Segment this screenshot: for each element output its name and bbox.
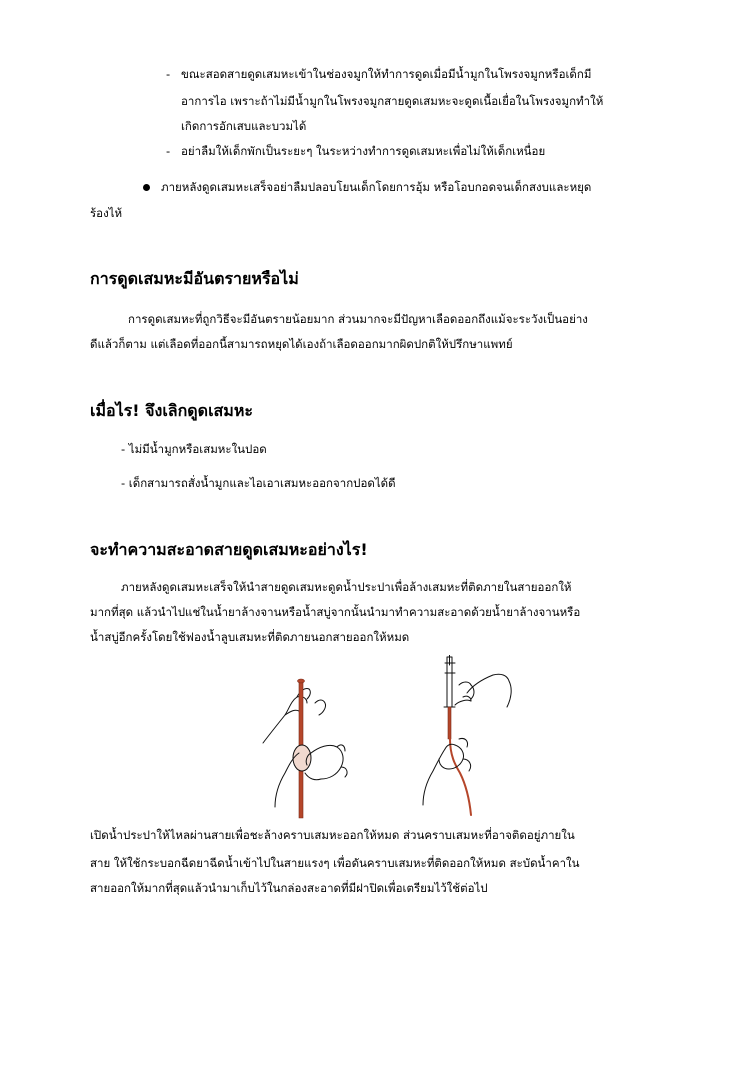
dash-marker: - xyxy=(166,144,171,158)
paragraph-text: สาย ให้ใช้กระบอกฉีดยาฉีดน้ำเข้าไปในสายแรงๆ เพื่อดันคราบเสมหะที่ติดออกให้หมด สะบัดน้ำคาใน xyxy=(90,856,580,870)
section-heading: จะทำความสะอาดสายดูดเสมหะอย่างไร! xyxy=(90,540,368,559)
section-heading: เมื่อไร! จึงเลิกดูดเสมหะ xyxy=(90,401,253,420)
bullet-icon xyxy=(143,184,150,191)
tube-cleaning-illustration xyxy=(245,655,525,820)
paragraph-text: ดีแล้วก็ตาม แต่เลือดที่ออกนี้สามารถหยุดได้เองถ้าเลือดออกมากผิดปกติให้ปรึกษาแพทย์ xyxy=(90,337,513,351)
right-lower-hand-outline xyxy=(423,749,445,805)
paragraph-text: มากที่สุด แล้วนำไปแช่ในน้ำยาล้างจานหรือน้ำสบู่จากนั้นนำมาทำความสะอาดด้วยน้ำยาล้างจานหรือ xyxy=(90,605,581,619)
list-item-text: อย่าลืมให้เด็กพักเป็นระยะๆ ในระหว่างทำการดูดเสมหะเพื่อไม่ให้เด็กเหนื่อย xyxy=(181,144,546,158)
left-bulb xyxy=(293,745,311,771)
list-item-text: อาการไอ เพราะถ้าไม่มีน้ำมูกในโพรงจมูกสายดูดเสมหะจะดูดเนื้อเยื่อในโพรงจมูกทำให้ xyxy=(181,94,604,108)
paragraph-text: ภายหลังดูดเสมหะเสร็จให้นำสายดูดเสมหะดูดน้ำประปาเพื่อล้างเสมหะที่ติดภายในสายออกให้ xyxy=(121,580,572,594)
list-item-text: เกิดการอักเสบและบวมได้ xyxy=(181,119,307,133)
paragraph-text: น้ำสบู่อีกครั้งโดยใช้ฟองน้ำลูบเสมหะที่ติดภายนอกสายออกให้หมด xyxy=(90,630,410,644)
dash-marker: - xyxy=(166,67,171,81)
paragraph-text: สายออกให้มากที่สุดแล้วนำมาเก็บไว้ในกล่องสะอาดที่มีฝาปิดเพื่อเตรียมไว้ใช้ต่อไป xyxy=(90,881,488,895)
section-heading: การดูดเสมหะมีอันตรายหรือไม่ xyxy=(90,269,299,288)
list-item-text: ขณะสอดสายดูดเสมหะเข้าในช่องจมูกให้ทำการดูดเมื่อมีน้ำมูกในโพรงจมูกหรือเด็กมี xyxy=(181,67,592,81)
list-item: - ไม่มีน้ำมูกหรือเสมหะในปอด xyxy=(121,442,267,456)
right-suction-tube xyxy=(448,707,451,739)
paragraph-text: เปิดน้ำประปาให้ไหลผ่านสายเพื่อชะล้างคราบเสมหะออกให้หมด ส่วนคราบเสมหะที่อาจติดอยู่ภายใน xyxy=(90,828,575,842)
bullet-text: ภายหลังดูดเสมหะเสร็จอย่าลืมปลอบโยนเด็กโดยการอุ้ม หรือโอบกอดจนเด็กสงบและหยุด xyxy=(161,180,592,194)
paragraph-text: การดูดเสมหะที่ถูกวิธีจะมีอันตรายน้อยมาก ส่วนมากจะมีปัญหาเลือดออกถึงแม้จะระวังเป็นอย่าง xyxy=(128,312,588,326)
right-upper-hand-outline xyxy=(467,674,509,693)
bullet-text: ร้องไห้ xyxy=(90,206,123,220)
list-item: - เด็กสามารถสั่งน้ำมูกและไอเอาเสมหะออกจากปอดได้ดี xyxy=(121,476,396,490)
